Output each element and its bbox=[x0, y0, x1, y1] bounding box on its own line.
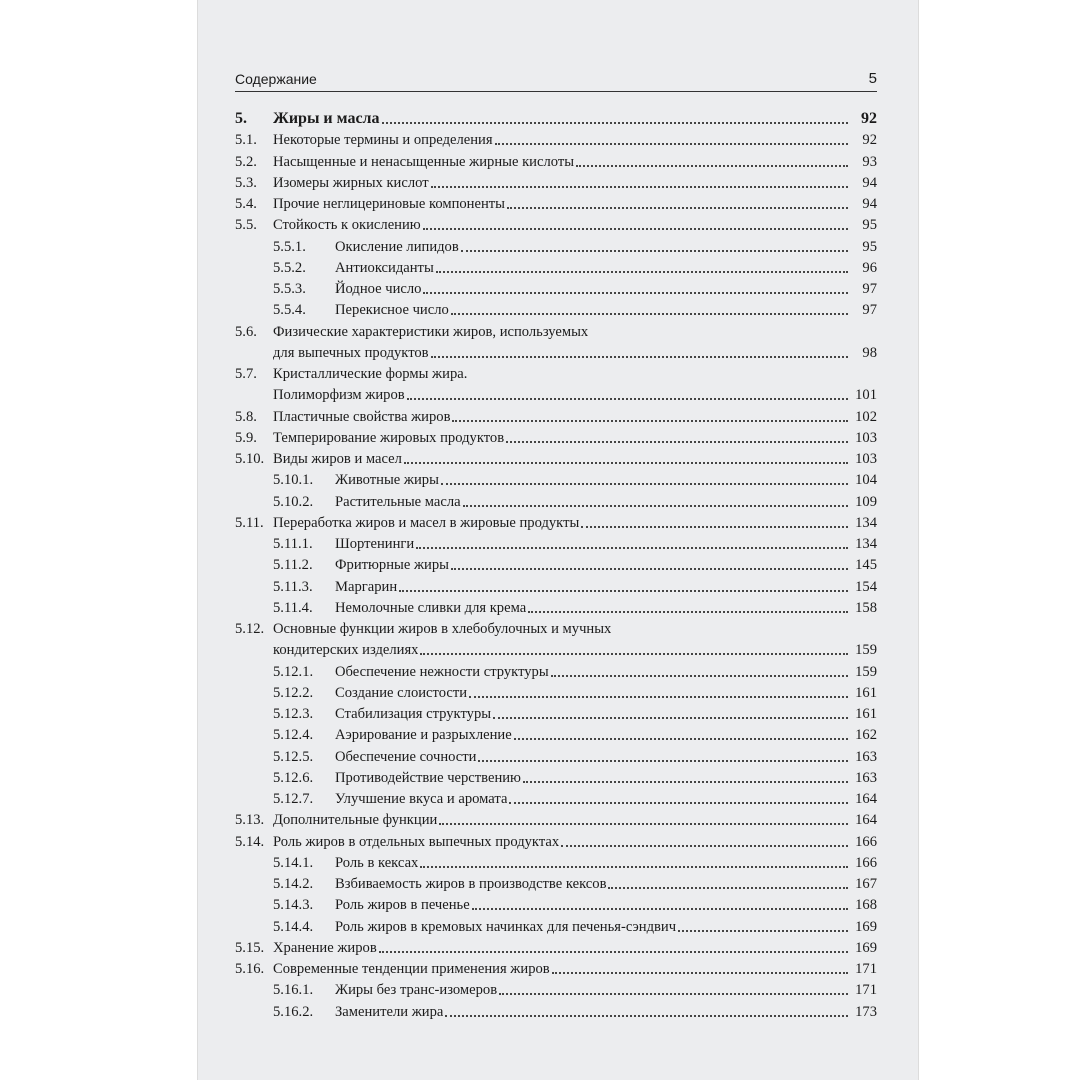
dot-leader bbox=[509, 801, 848, 804]
toc-entry-number: 5.11.3. bbox=[273, 578, 313, 595]
toc-entry-title: Противодействие черствению bbox=[335, 769, 521, 786]
toc-entry bbox=[235, 532, 877, 553]
toc-entry bbox=[235, 213, 877, 234]
book-page bbox=[197, 0, 919, 1080]
toc-entry-number: 5.5.4. bbox=[273, 302, 306, 319]
toc-entry-number: 5.5. bbox=[235, 217, 257, 234]
dot-leader bbox=[404, 461, 848, 464]
toc-entry bbox=[235, 787, 877, 808]
toc-entry-number: 5.7. bbox=[235, 366, 257, 382]
toc-entry-number: 5.12.5. bbox=[273, 748, 314, 765]
toc-entry-title: Стабилизация структуры bbox=[335, 706, 492, 722]
toc-entry-title: Темперирование жировых продуктов bbox=[273, 429, 505, 446]
toc-entry-number: 5.11.4. bbox=[273, 599, 313, 616]
toc-entry-page: 171 bbox=[855, 961, 877, 977]
toc-entry bbox=[235, 702, 877, 723]
toc-entry-title: Некоторые термины и определения bbox=[273, 132, 493, 149]
table-of-contents bbox=[235, 101, 877, 1021]
toc-entry-title: Аэрирование и разрыхление bbox=[335, 727, 512, 744]
toc-entry-page: 98 bbox=[862, 344, 877, 361]
toc-entry-number: 5.8. bbox=[235, 408, 257, 425]
toc-entry bbox=[235, 383, 877, 404]
toc-entry-number: 5.10.2. bbox=[273, 493, 314, 510]
dot-leader bbox=[382, 121, 848, 124]
toc-entry-page: 145 bbox=[855, 557, 877, 574]
toc-entry-page: 164 bbox=[855, 812, 877, 829]
dot-leader bbox=[439, 822, 848, 825]
toc-entry-page: 159 bbox=[855, 642, 877, 659]
header-section-title: Содержание bbox=[235, 71, 317, 87]
toc-entry-title: Дополнительные функции bbox=[273, 812, 438, 829]
toc-entry-number: 5.12.7. bbox=[273, 791, 314, 807]
toc-entry-title: Стойкость к окислению bbox=[273, 217, 421, 234]
toc-entry-number: 5.5.2. bbox=[273, 259, 306, 276]
dot-leader bbox=[608, 886, 848, 889]
toc-entry bbox=[235, 149, 877, 170]
toc-entry-page: 95 bbox=[862, 238, 877, 255]
toc-entry-title: кондитерских изделиях bbox=[273, 642, 419, 659]
toc-entry-title: Прочие неглицериновые компоненты bbox=[273, 196, 505, 212]
dot-leader bbox=[551, 674, 848, 677]
toc-entry-number: 5.14.3. bbox=[273, 897, 314, 914]
toc-entry-page: 94 bbox=[862, 196, 877, 212]
toc-entry-title: Современные тенденции применения жиров bbox=[273, 961, 550, 977]
toc-entry-page: 169 bbox=[855, 939, 877, 956]
dot-leader bbox=[463, 504, 848, 507]
dot-leader bbox=[420, 865, 848, 868]
toc-entry-page: 92 bbox=[861, 110, 877, 127]
dot-leader bbox=[523, 780, 848, 783]
toc-entry-page: 134 bbox=[855, 536, 877, 552]
toc-entry-title: Жиры и масла bbox=[273, 110, 380, 127]
toc-entry-title: Роль жиров в отдельных выпечных продуктах bbox=[273, 833, 560, 850]
toc-entry-page: 154 bbox=[855, 578, 877, 595]
dot-leader bbox=[514, 737, 848, 740]
toc-entry-number: 5.10. bbox=[235, 451, 265, 467]
toc-entry-page: 93 bbox=[862, 153, 877, 170]
toc-entry bbox=[235, 596, 877, 617]
toc-entry-title: Хранение жиров bbox=[273, 939, 377, 956]
toc-entry bbox=[235, 808, 877, 829]
running-header bbox=[235, 66, 877, 92]
toc-entry-title: Взбиваемость жиров в производстве кексов bbox=[335, 876, 607, 892]
dot-leader bbox=[493, 716, 848, 719]
toc-entry-number: 5.9. bbox=[235, 429, 257, 446]
toc-entry-title: Растительные масла bbox=[335, 493, 461, 510]
dot-leader bbox=[399, 589, 848, 592]
toc-entry bbox=[235, 362, 877, 383]
toc-entry-title: Роль жиров в печенье bbox=[335, 897, 470, 914]
dot-leader bbox=[431, 355, 848, 358]
toc-entry-page: 164 bbox=[855, 791, 877, 807]
dot-leader bbox=[407, 397, 848, 400]
toc-entry-number: 5. bbox=[235, 110, 247, 127]
dot-leader bbox=[379, 950, 848, 953]
toc-entry-title: Заменители жира bbox=[335, 1003, 444, 1020]
toc-entry bbox=[235, 511, 877, 532]
toc-entry-number: 5.12.6. bbox=[273, 769, 314, 786]
toc-entry-page: 101 bbox=[855, 387, 877, 404]
toc-entry-number: 5.5.3. bbox=[273, 281, 306, 297]
toc-entry-number: 5.14.4. bbox=[273, 918, 314, 935]
toc-entry-title: Улучшение вкуса и аромата bbox=[335, 791, 508, 807]
dot-leader bbox=[423, 291, 848, 294]
toc-entry bbox=[235, 128, 877, 149]
toc-entry bbox=[235, 893, 877, 914]
toc-entry-title: Шортенинги bbox=[335, 536, 415, 552]
toc-entry-page: 173 bbox=[855, 1003, 877, 1020]
toc-entry-page: 97 bbox=[862, 281, 877, 297]
dot-leader bbox=[420, 652, 848, 655]
toc-entry bbox=[235, 426, 877, 447]
dot-leader bbox=[452, 419, 848, 422]
toc-entry bbox=[235, 999, 877, 1020]
toc-entry bbox=[235, 404, 877, 425]
toc-entry-page: 169 bbox=[855, 918, 877, 935]
toc-entry-title: Перекисное число bbox=[335, 302, 449, 319]
toc-entry-page: 163 bbox=[855, 769, 877, 786]
dot-leader bbox=[469, 695, 848, 698]
toc-entry-number: 5.12.2. bbox=[273, 684, 314, 701]
toc-entry-title: Пластичные свойства жиров bbox=[273, 408, 451, 425]
toc-entry-number: 5.15. bbox=[235, 939, 265, 956]
toc-entry-title: Роль в кексах bbox=[335, 854, 419, 871]
toc-entry-number: 5.10.1. bbox=[273, 472, 314, 489]
toc-entry-page: 162 bbox=[855, 727, 877, 744]
toc-entry-number: 5.11. bbox=[235, 514, 264, 531]
toc-entry-number: 5.13. bbox=[235, 812, 265, 829]
toc-entry-page: 158 bbox=[855, 599, 877, 616]
toc-entry-page: 94 bbox=[862, 174, 877, 191]
dot-leader bbox=[451, 567, 848, 570]
toc-entry-page: 92 bbox=[862, 132, 877, 149]
toc-entry-number: 5.6. bbox=[235, 323, 257, 340]
toc-entry-number: 5.12.4. bbox=[273, 727, 314, 744]
toc-entry bbox=[235, 489, 877, 510]
dot-leader bbox=[472, 907, 848, 910]
toc-entry bbox=[235, 171, 877, 192]
dot-leader bbox=[495, 142, 848, 145]
toc-entry-title: Антиоксиданты bbox=[335, 259, 434, 276]
toc-entry-number: 5.16.1. bbox=[273, 982, 314, 999]
toc-entry-title: Обеспечение сочности bbox=[335, 748, 477, 765]
toc-entry-number: 5.11.2. bbox=[273, 557, 313, 574]
toc-entry-title: Фритюрные жиры bbox=[335, 557, 449, 574]
toc-entry-number: 5.2. bbox=[235, 153, 257, 170]
toc-entry bbox=[235, 723, 877, 744]
toc-entry-page: 104 bbox=[855, 472, 877, 489]
dot-leader bbox=[478, 759, 848, 762]
toc-entry-number: 5.1. bbox=[235, 132, 257, 149]
dot-leader bbox=[441, 482, 848, 485]
toc-entry-page: 161 bbox=[855, 684, 877, 701]
dot-leader bbox=[506, 440, 848, 443]
toc-entry-title: Окисление липидов bbox=[335, 238, 459, 255]
toc-entry bbox=[235, 872, 877, 893]
toc-entry bbox=[235, 277, 877, 298]
toc-entry-page: 109 bbox=[855, 493, 877, 510]
dot-leader bbox=[581, 525, 848, 528]
toc-entry bbox=[235, 936, 877, 957]
toc-entry bbox=[235, 957, 877, 978]
toc-entry-page: 167 bbox=[855, 876, 877, 892]
dot-leader bbox=[423, 227, 848, 230]
toc-entry bbox=[235, 617, 877, 638]
dot-leader bbox=[461, 249, 848, 252]
dot-leader bbox=[451, 312, 848, 315]
toc-entry bbox=[235, 829, 877, 850]
dot-leader bbox=[678, 929, 848, 932]
toc-entry-title: Маргарин bbox=[335, 578, 398, 595]
toc-entry-title: Создание слоистости bbox=[335, 684, 468, 701]
toc-entry-page: 161 bbox=[855, 706, 877, 722]
toc-entry-title: Насыщенные и ненасыщенные жирные кислоты bbox=[273, 153, 575, 170]
toc-entry-title: Жиры без транс-изомеров bbox=[335, 982, 498, 999]
toc-entry-number: 5.14.1. bbox=[273, 854, 314, 871]
toc-entry-title: Животные жиры bbox=[335, 472, 439, 489]
toc-entry-number: 5.12.3. bbox=[273, 706, 314, 722]
toc-entry-title: Йодное число bbox=[335, 281, 422, 297]
toc-entry bbox=[235, 914, 877, 935]
toc-entry bbox=[235, 256, 877, 277]
dot-leader bbox=[576, 164, 848, 167]
toc-entry-number: 5.4. bbox=[235, 196, 257, 212]
toc-entry-title: Немолочные сливки для крема bbox=[335, 599, 527, 616]
toc-entry-page: 171 bbox=[855, 982, 877, 999]
toc-entry-page: 134 bbox=[855, 514, 877, 531]
toc-entry bbox=[235, 298, 877, 319]
toc-entry-number: 5.14.2. bbox=[273, 876, 314, 892]
toc-entry bbox=[235, 681, 877, 702]
toc-entry-title: Полиморфизм жиров bbox=[273, 387, 405, 404]
toc-entry-number: 5.3. bbox=[235, 174, 257, 191]
toc-entry bbox=[235, 101, 877, 128]
header-page-number: 5 bbox=[868, 70, 877, 87]
toc-entry bbox=[235, 341, 877, 362]
dot-leader bbox=[416, 546, 848, 549]
toc-entry-title: Переработка жиров и масел в жировые продукты bbox=[273, 514, 580, 531]
toc-entry-number: 5.5.1. bbox=[273, 238, 306, 255]
toc-entry bbox=[235, 468, 877, 489]
toc-entry bbox=[235, 192, 877, 213]
toc-entry-page: 166 bbox=[855, 833, 877, 850]
toc-entry-number: 5.12.1. bbox=[273, 663, 314, 680]
toc-entry-page: 168 bbox=[855, 897, 877, 914]
toc-entry bbox=[235, 319, 877, 340]
toc-entry-page: 163 bbox=[855, 748, 877, 765]
dot-leader bbox=[528, 610, 848, 613]
toc-entry-page: 96 bbox=[862, 259, 877, 276]
toc-entry-number: 5.16.2. bbox=[273, 1003, 314, 1020]
toc-entry-title: Кристаллические формы жира. bbox=[273, 366, 468, 382]
toc-entry-number: 5.16. bbox=[235, 961, 265, 977]
toc-entry bbox=[235, 851, 877, 872]
toc-entry bbox=[235, 234, 877, 255]
toc-entry-page: 103 bbox=[855, 451, 877, 467]
dot-leader bbox=[499, 992, 848, 995]
toc-entry-page: 166 bbox=[855, 854, 877, 871]
toc-entry-page: 95 bbox=[862, 217, 877, 234]
toc-entry bbox=[235, 447, 877, 468]
toc-entry bbox=[235, 574, 877, 595]
toc-entry-title: Роль жиров в кремовых начинках для печенья-сэндвич bbox=[335, 918, 677, 935]
toc-entry-number: 5.14. bbox=[235, 833, 265, 850]
toc-entry-number: 5.11.1. bbox=[273, 536, 313, 552]
toc-entry-page: 97 bbox=[862, 302, 877, 319]
dot-leader bbox=[431, 185, 848, 188]
toc-entry bbox=[235, 978, 877, 999]
dot-leader bbox=[436, 270, 848, 273]
toc-entry-page: 159 bbox=[855, 663, 877, 680]
toc-entry-page: 103 bbox=[855, 429, 877, 446]
toc-entry bbox=[235, 553, 877, 574]
dot-leader bbox=[445, 1014, 848, 1017]
toc-entry-title: для выпечных продуктов bbox=[273, 344, 429, 361]
toc-entry-title: Физические характеристики жиров, используемых bbox=[273, 323, 589, 340]
toc-entry-title: Виды жиров и масел bbox=[273, 451, 402, 467]
toc-entry-title: Изомеры жирных кислот bbox=[273, 174, 429, 191]
dot-leader bbox=[507, 206, 848, 209]
toc-entry-title: Основные функции жиров в хлебобулочных и мучных bbox=[273, 621, 612, 637]
toc-entry bbox=[235, 638, 877, 659]
toc-entry-title: Обеспечение нежности структуры bbox=[335, 663, 549, 680]
toc-entry-number: 5.12. bbox=[235, 621, 265, 637]
dot-leader bbox=[552, 971, 848, 974]
toc-entry bbox=[235, 766, 877, 787]
toc-entry bbox=[235, 744, 877, 765]
toc-entry-page: 102 bbox=[855, 408, 877, 425]
dot-leader bbox=[561, 844, 848, 847]
toc-entry bbox=[235, 659, 877, 680]
